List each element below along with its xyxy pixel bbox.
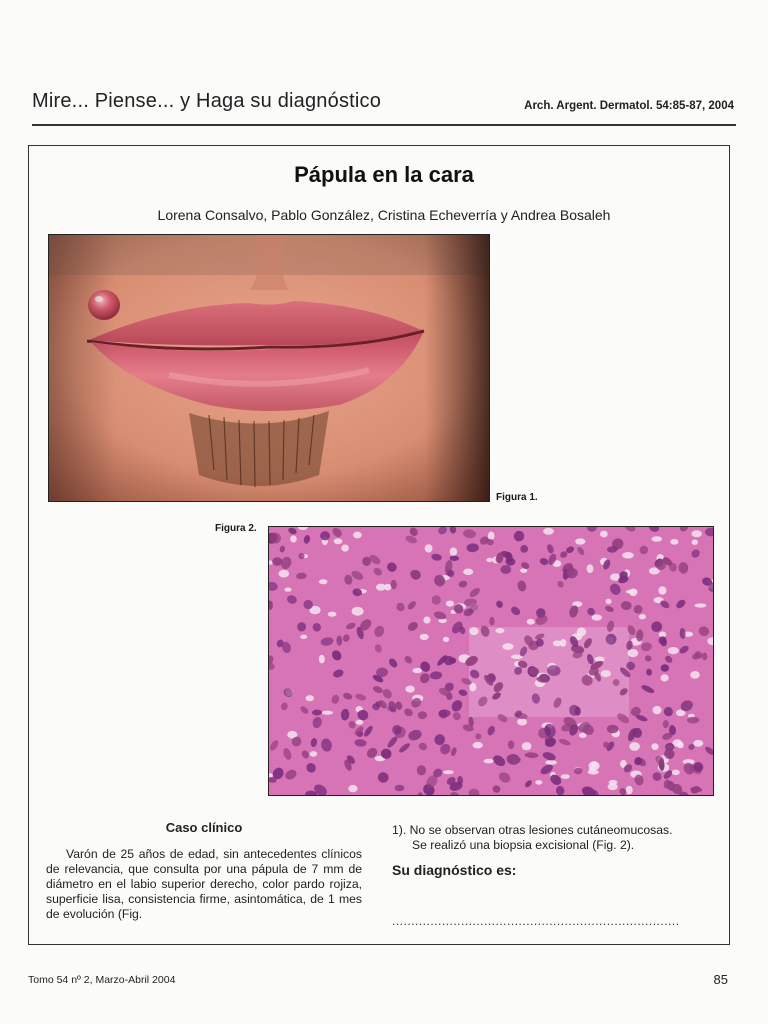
case-column-left [46, 820, 362, 922]
article-authors: Lorena Consalvo, Pablo González, Cristina Echeverría y Andrea Bosaleh [157, 207, 611, 223]
article-title: Pápula en la cara [294, 162, 474, 187]
footer-issue: Tomo 54 nº 2, Marzo-Abril 2004 [28, 974, 176, 986]
case-text-right-1: 1). No se observan otras lesiones cutáneomucosas. [392, 823, 673, 837]
figure-2-label: Figura 2. [215, 523, 257, 534]
case-heading: Caso clínico [165, 820, 243, 835]
case-text-left: Varón de 25 años de edad, sin antecedentes clínicos de relevancia, que consulta por una pápula de 7 mm de diámetro en el labio superior derecho, color pardo rojiza, superficie lisa, consistencia firme, asintomática, de 1 mes de evolución (Fig. [46, 847, 362, 921]
header-divider [32, 124, 736, 126]
figure-1-label: Figura 1. [496, 492, 538, 503]
case-text-right-2: Se realizó una biopsia excisional (Fig. 2). [412, 838, 635, 852]
case-column-right [392, 823, 708, 878]
section-title: Mire... Piense... y Haga su diagnóstico [32, 90, 382, 112]
figure-1-clinical-photo [48, 234, 490, 502]
figure-2-histology [268, 526, 714, 796]
diagnosis-prompt: Su diagnóstico es: [392, 862, 517, 878]
page-number: 85 [713, 972, 728, 987]
journal-citation: Arch. Argent. Dermatol. 54:85-87, 2004 [524, 100, 734, 112]
answer-line: ........................................................................... [392, 914, 680, 928]
